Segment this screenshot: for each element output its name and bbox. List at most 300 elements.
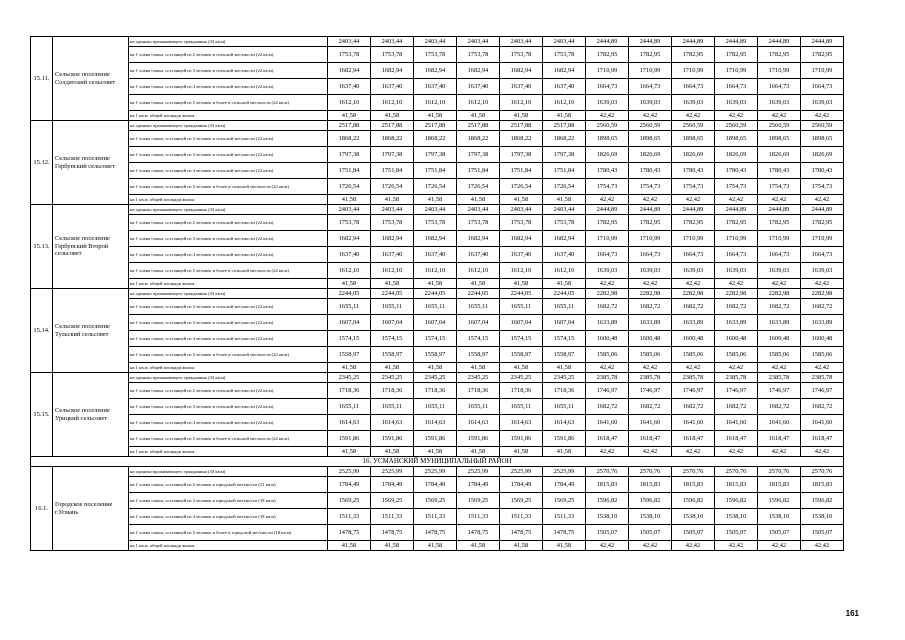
cost-value-cell: 1655,11 bbox=[457, 399, 500, 415]
cost-value-cell: 2517,88 bbox=[371, 121, 414, 131]
cost-value-cell: 1639,03 bbox=[672, 263, 715, 279]
table-row bbox=[31, 467, 844, 477]
row-description: на 1 члена семьи, состоящей из 4 человек в сельской местности (22 кв.м) bbox=[129, 247, 328, 263]
cost-value-cell: 1784,49 bbox=[414, 477, 457, 493]
row-description: на одиноко проживающего гражданина (33 кв.м) bbox=[129, 373, 328, 383]
cost-value-cell: 1655,11 bbox=[543, 399, 586, 415]
cost-value-cell: 41,58 bbox=[457, 447, 500, 457]
row-description: на 1 члена семьи, состоящей из 4 человек в сельской местности (22 кв.м) bbox=[129, 331, 328, 347]
cost-value-cell: 1618,47 bbox=[629, 431, 672, 447]
cost-value-cell: 1641,60 bbox=[715, 415, 758, 431]
cost-value-cell: 1618,47 bbox=[801, 431, 844, 447]
cost-value-cell: 42,42 bbox=[715, 363, 758, 373]
cost-value-cell: 1710,99 bbox=[672, 63, 715, 79]
cost-value-cell: 1538,10 bbox=[715, 509, 758, 525]
settlement-name: Городское поселение г.Усмань bbox=[53, 467, 129, 551]
cost-value-cell: 42,42 bbox=[758, 363, 801, 373]
cost-value-cell: 1637,40 bbox=[500, 79, 543, 95]
cost-value-cell: 1538,10 bbox=[629, 509, 672, 525]
cost-value-cell: 2244,05 bbox=[371, 289, 414, 299]
cost-value-cell: 2403,44 bbox=[500, 37, 543, 47]
cost-value-cell: 1754,73 bbox=[586, 179, 629, 195]
cost-value-cell: 1682,72 bbox=[715, 299, 758, 315]
cost-value-cell: 1637,40 bbox=[371, 247, 414, 263]
cost-value-cell: 2244,05 bbox=[543, 289, 586, 299]
cost-value-cell: 2560,59 bbox=[801, 121, 844, 131]
row-description: на 1 члена семьи, состоящей из 3 человек в городской местности (18 кв.м) bbox=[129, 493, 328, 509]
cost-value-cell: 42,42 bbox=[758, 279, 801, 289]
cost-value-cell: 42,42 bbox=[715, 279, 758, 289]
cost-value-cell: 2444,89 bbox=[715, 205, 758, 215]
cost-value-cell: 41,58 bbox=[500, 447, 543, 457]
cost-value-cell: 2570,76 bbox=[629, 467, 672, 477]
cost-value-cell: 42,42 bbox=[672, 541, 715, 551]
cost-value-cell: 2517,88 bbox=[543, 121, 586, 131]
cost-value-cell: 1596,82 bbox=[672, 493, 715, 509]
cost-value-cell: 1600,48 bbox=[801, 331, 844, 347]
cost-value-cell: 1682,72 bbox=[758, 399, 801, 415]
cost-value-cell: 2525,99 bbox=[500, 467, 543, 477]
cost-value-cell: 1815,83 bbox=[586, 477, 629, 493]
cost-value-cell: 1710,99 bbox=[586, 231, 629, 247]
cost-value-cell: 1664,73 bbox=[715, 247, 758, 263]
table-row bbox=[31, 95, 844, 111]
cost-value-cell: 1784,49 bbox=[500, 477, 543, 493]
cost-value-cell: 1782,95 bbox=[629, 215, 672, 231]
cost-value-cell: 1710,99 bbox=[758, 63, 801, 79]
cost-value-cell: 1826,69 bbox=[629, 147, 672, 163]
cost-value-cell: 1751,84 bbox=[543, 163, 586, 179]
cost-value-cell: 1780,43 bbox=[715, 163, 758, 179]
cost-value-cell: 42,42 bbox=[586, 111, 629, 121]
cost-value-cell: 1633,89 bbox=[672, 315, 715, 331]
cost-value-cell: 1682,94 bbox=[328, 63, 371, 79]
cost-value-cell: 1641,60 bbox=[629, 415, 672, 431]
cost-value-cell: 1655,11 bbox=[457, 299, 500, 315]
cost-value-cell: 1710,99 bbox=[758, 231, 801, 247]
cost-value-cell: 1826,69 bbox=[801, 147, 844, 163]
cost-value-cell: 42,42 bbox=[672, 279, 715, 289]
cost-value-cell: 42,42 bbox=[758, 195, 801, 205]
cost-value-cell: 1751,84 bbox=[328, 163, 371, 179]
table-row bbox=[31, 63, 844, 79]
cost-value-cell: 1718,36 bbox=[543, 383, 586, 399]
cost-value-cell: 1641,60 bbox=[586, 415, 629, 431]
cost-value-cell: 2444,89 bbox=[586, 37, 629, 47]
cost-value-cell: 1868,22 bbox=[371, 131, 414, 147]
cost-value-cell: 1898,65 bbox=[715, 131, 758, 147]
table-row bbox=[31, 279, 844, 289]
cost-value-cell: 2560,59 bbox=[672, 121, 715, 131]
cost-value-cell: 1682,72 bbox=[629, 399, 672, 415]
cost-value-cell: 1753,78 bbox=[414, 215, 457, 231]
cost-value-cell: 41,58 bbox=[371, 279, 414, 289]
cost-value-cell: 1614,63 bbox=[414, 415, 457, 431]
section-number: 15.15. bbox=[31, 373, 53, 457]
cost-value-cell: 1682,72 bbox=[801, 399, 844, 415]
cost-value-cell: 1753,78 bbox=[500, 47, 543, 63]
cost-value-cell: 41,58 bbox=[414, 363, 457, 373]
cost-value-cell: 41,58 bbox=[500, 363, 543, 373]
table-row bbox=[31, 195, 844, 205]
section-number: 15.13. bbox=[31, 205, 53, 289]
cost-value-cell: 2403,44 bbox=[414, 37, 457, 47]
cost-value-cell: 1478,75 bbox=[371, 525, 414, 541]
cost-value-cell: 1612,10 bbox=[457, 263, 500, 279]
cost-value-cell: 1797,38 bbox=[414, 147, 457, 163]
cost-value-cell: 2403,44 bbox=[457, 37, 500, 47]
table-row bbox=[31, 47, 844, 63]
cost-value-cell: 41,58 bbox=[500, 279, 543, 289]
cost-value-cell: 42,42 bbox=[715, 447, 758, 457]
cost-value-cell: 1478,75 bbox=[457, 525, 500, 541]
cost-value-cell: 1585,06 bbox=[629, 347, 672, 363]
settlement-name: Сельское поселение Тульский сельсовет bbox=[53, 289, 129, 373]
cost-value-cell: 2345,25 bbox=[328, 373, 371, 383]
cost-value-cell: 42,42 bbox=[758, 111, 801, 121]
cost-value-cell: 1639,03 bbox=[758, 95, 801, 111]
cost-value-cell: 1797,38 bbox=[371, 147, 414, 163]
cost-value-cell: 1558,97 bbox=[457, 347, 500, 363]
cost-value-cell: 1569,25 bbox=[457, 493, 500, 509]
row-description: на 1 члена семьи, состоящей из 5 человек и более в сельской местности (22 кв.м) bbox=[129, 431, 328, 447]
section-number: 15.12. bbox=[31, 121, 53, 205]
cost-value-cell: 1753,78 bbox=[414, 47, 457, 63]
cost-value-cell: 2517,88 bbox=[457, 121, 500, 131]
cost-value-cell: 1558,97 bbox=[328, 347, 371, 363]
cost-value-cell: 1780,43 bbox=[629, 163, 672, 179]
cost-value-cell: 41,58 bbox=[457, 363, 500, 373]
cost-value-cell: 1751,84 bbox=[457, 163, 500, 179]
cost-value-cell: 42,42 bbox=[672, 111, 715, 121]
cost-value-cell: 1753,78 bbox=[543, 47, 586, 63]
table-row bbox=[31, 111, 844, 121]
cost-value-cell: 1607,04 bbox=[457, 315, 500, 331]
cost-value-cell: 1718,36 bbox=[371, 383, 414, 399]
cost-value-cell: 1596,82 bbox=[586, 493, 629, 509]
cost-value-cell: 1607,04 bbox=[500, 315, 543, 331]
row-description: на одиноко проживающего гражданина (33 кв.м) bbox=[129, 289, 328, 299]
cost-value-cell: 42,42 bbox=[672, 195, 715, 205]
table-row bbox=[31, 289, 844, 299]
cost-value-cell: 1826,69 bbox=[586, 147, 629, 163]
table-row bbox=[31, 315, 844, 331]
cost-value-cell: 1718,36 bbox=[414, 383, 457, 399]
cost-value-cell: 1639,03 bbox=[801, 95, 844, 111]
cost-value-cell: 42,42 bbox=[758, 541, 801, 551]
table-row bbox=[31, 179, 844, 195]
cost-value-cell: 1664,73 bbox=[715, 79, 758, 95]
cost-value-cell: 1637,40 bbox=[457, 79, 500, 95]
cost-value-cell: 2560,59 bbox=[715, 121, 758, 131]
cost-value-cell: 2570,76 bbox=[672, 467, 715, 477]
row-description: на 1 члена семьи, состоящей из 4 человек в городской местности (18 кв.м) bbox=[129, 509, 328, 525]
cost-value-cell: 1746,97 bbox=[801, 383, 844, 399]
cost-value-cell: 1754,73 bbox=[629, 179, 672, 195]
cost-value-cell: 1505,07 bbox=[586, 525, 629, 541]
row-description: на 1 члена семьи, состоящей из 4 человек в сельской местности (22 кв.м) bbox=[129, 415, 328, 431]
cost-value-cell: 1639,03 bbox=[586, 263, 629, 279]
cost-value-cell: 1511,33 bbox=[371, 509, 414, 525]
table-row bbox=[31, 247, 844, 263]
cost-value-cell: 1478,75 bbox=[414, 525, 457, 541]
cost-value-cell: 2345,25 bbox=[414, 373, 457, 383]
cost-value-cell: 1655,11 bbox=[328, 299, 371, 315]
cost-value-cell: 42,42 bbox=[586, 541, 629, 551]
cost-value-cell: 2282,98 bbox=[758, 289, 801, 299]
cost-value-cell: 41,58 bbox=[328, 111, 371, 121]
cost-value-cell: 2444,89 bbox=[629, 205, 672, 215]
cost-value-cell: 1633,89 bbox=[801, 315, 844, 331]
cost-value-cell: 2282,98 bbox=[586, 289, 629, 299]
cost-value-cell: 1664,73 bbox=[801, 79, 844, 95]
cost-value-cell: 1596,82 bbox=[801, 493, 844, 509]
cost-value-cell: 1710,99 bbox=[715, 63, 758, 79]
cost-value-cell: 1585,06 bbox=[801, 347, 844, 363]
cost-value-cell: 1633,89 bbox=[758, 315, 801, 331]
district-heading-row bbox=[31, 457, 844, 467]
cost-value-cell: 42,42 bbox=[629, 363, 672, 373]
table-row bbox=[31, 205, 844, 215]
cost-value-cell: 2403,44 bbox=[371, 37, 414, 47]
row-description: на 1 члена семьи, состоящей из 5 человек и более в сельской местности (22 кв.м) bbox=[129, 263, 328, 279]
cost-value-cell: 1639,03 bbox=[672, 95, 715, 111]
cost-value-cell: 1591,86 bbox=[328, 431, 371, 447]
row-description: на одиноко проживающего гражданина (33 кв.м) bbox=[129, 121, 328, 131]
cost-value-cell: 1754,73 bbox=[758, 179, 801, 195]
row-description: на 1 кв.м. общей площади жилья bbox=[129, 447, 328, 457]
cost-value-cell: 1718,36 bbox=[500, 383, 543, 399]
cost-value-cell: 41,58 bbox=[543, 541, 586, 551]
cost-value-cell: 1614,63 bbox=[328, 415, 371, 431]
cost-value-cell: 1614,63 bbox=[500, 415, 543, 431]
cost-value-cell: 42,42 bbox=[586, 195, 629, 205]
cost-value-cell: 1710,99 bbox=[801, 63, 844, 79]
cost-value-cell: 42,42 bbox=[801, 195, 844, 205]
cost-value-cell: 2282,98 bbox=[801, 289, 844, 299]
table-row bbox=[31, 415, 844, 431]
cost-value-cell: 1574,15 bbox=[457, 331, 500, 347]
cost-value-cell: 2560,59 bbox=[629, 121, 672, 131]
cost-value-cell: 1710,99 bbox=[629, 231, 672, 247]
cost-value-cell: 1751,84 bbox=[371, 163, 414, 179]
cost-value-cell: 1682,94 bbox=[543, 63, 586, 79]
row-description: на 1 члена семьи, состоящей из 2 человек в сельской местности (22 кв.м) bbox=[129, 299, 328, 315]
cost-value-cell: 1718,36 bbox=[457, 383, 500, 399]
cost-value-cell: 1780,43 bbox=[801, 163, 844, 179]
cost-value-cell: 2244,05 bbox=[500, 289, 543, 299]
cost-value-cell: 2282,98 bbox=[672, 289, 715, 299]
cost-value-cell: 1612,10 bbox=[457, 95, 500, 111]
cost-value-cell: 1618,47 bbox=[758, 431, 801, 447]
cost-value-cell: 2525,99 bbox=[457, 467, 500, 477]
cost-value-cell: 41,58 bbox=[371, 541, 414, 551]
row-description: на 1 члена семьи, состоящей из 4 человек в сельской местности (22 кв.м) bbox=[129, 163, 328, 179]
cost-value-cell: 1751,84 bbox=[414, 163, 457, 179]
cost-value-cell: 1637,40 bbox=[328, 247, 371, 263]
cost-value-cell: 1569,25 bbox=[500, 493, 543, 509]
section-number: 16.1. bbox=[31, 467, 53, 551]
cost-value-cell: 2403,44 bbox=[543, 205, 586, 215]
cost-value-cell: 1753,78 bbox=[500, 215, 543, 231]
table-row bbox=[31, 231, 844, 247]
cost-value-cell: 1682,94 bbox=[543, 231, 586, 247]
table-row bbox=[31, 477, 844, 493]
row-description: на одиноко проживающего гражданина (33 кв.м) bbox=[129, 205, 328, 215]
cost-value-cell: 1682,94 bbox=[457, 63, 500, 79]
table-row bbox=[31, 493, 844, 509]
table-row bbox=[31, 383, 844, 399]
cost-value-cell: 41,58 bbox=[543, 195, 586, 205]
cost-value-cell: 1569,25 bbox=[328, 493, 371, 509]
table-row bbox=[31, 121, 844, 131]
settlement-name: Сельское поселение Гербунский Второй сельсовет bbox=[53, 205, 129, 289]
cost-value-cell: 1784,49 bbox=[371, 477, 414, 493]
table-row bbox=[31, 399, 844, 415]
cost-value-cell: 1682,72 bbox=[715, 399, 758, 415]
cost-value-cell: 2444,89 bbox=[672, 37, 715, 47]
cost-value-cell: 1600,48 bbox=[629, 331, 672, 347]
cost-value-cell: 1612,10 bbox=[371, 95, 414, 111]
cost-value-cell: 1898,65 bbox=[672, 131, 715, 147]
cost-value-cell: 1782,95 bbox=[758, 215, 801, 231]
row-description: на 1 члена семьи, состоящей из 2 человек в сельской местности (22 кв.м) bbox=[129, 383, 328, 399]
cost-value-cell: 1639,03 bbox=[586, 95, 629, 111]
cost-value-cell: 2525,99 bbox=[414, 467, 457, 477]
table-row bbox=[31, 79, 844, 95]
row-description: на 1 члена семьи, состоящей из 5 человек и более в сельской местности (22 кв.м) bbox=[129, 95, 328, 111]
cost-value-cell: 41,58 bbox=[371, 447, 414, 457]
cost-value-cell: 1682,72 bbox=[672, 299, 715, 315]
cost-value-cell: 1612,10 bbox=[328, 263, 371, 279]
cost-value-cell: 41,58 bbox=[371, 111, 414, 121]
cost-value-cell: 1558,97 bbox=[371, 347, 414, 363]
cost-value-cell: 1782,95 bbox=[801, 215, 844, 231]
cost-value-cell: 1614,63 bbox=[371, 415, 414, 431]
table-row bbox=[31, 347, 844, 363]
cost-value-cell: 1753,78 bbox=[457, 47, 500, 63]
cost-value-cell: 41,58 bbox=[457, 541, 500, 551]
cost-value-cell: 1612,10 bbox=[500, 263, 543, 279]
cost-value-cell: 1596,82 bbox=[715, 493, 758, 509]
cost-value-cell: 2517,88 bbox=[328, 121, 371, 131]
cost-value-cell: 1868,22 bbox=[543, 131, 586, 147]
settlement-name: Сельское поселение Гербунский сельсовет bbox=[53, 121, 129, 205]
cost-value-cell: 2385,78 bbox=[715, 373, 758, 383]
cost-value-cell: 2244,05 bbox=[414, 289, 457, 299]
cost-value-cell: 1478,75 bbox=[500, 525, 543, 541]
data-table-container bbox=[30, 36, 843, 551]
cost-value-cell: 1682,94 bbox=[414, 231, 457, 247]
cost-value-cell: 2385,78 bbox=[801, 373, 844, 383]
cost-value-cell: 1782,95 bbox=[715, 47, 758, 63]
cost-value-cell: 1710,99 bbox=[586, 63, 629, 79]
cost-value-cell: 1797,38 bbox=[500, 147, 543, 163]
section-number: 15.11. bbox=[31, 37, 53, 121]
row-description: на 1 члена семьи, состоящей из 5 человек и более в сельской местности (22 кв.м) bbox=[129, 179, 328, 195]
cost-value-cell: 2525,99 bbox=[543, 467, 586, 477]
cost-value-cell: 1682,94 bbox=[500, 231, 543, 247]
cost-value-cell: 1637,40 bbox=[457, 247, 500, 263]
cost-value-cell: 1815,83 bbox=[672, 477, 715, 493]
cost-value-cell: 1664,73 bbox=[672, 247, 715, 263]
cost-value-cell: 1639,03 bbox=[629, 263, 672, 279]
cost-value-cell: 1710,99 bbox=[629, 63, 672, 79]
cost-value-cell: 1780,43 bbox=[672, 163, 715, 179]
row-description: на 1 члена семьи, состоящей из 3 человек в сельской местности (22 кв.м) bbox=[129, 231, 328, 247]
cost-value-cell: 2570,76 bbox=[715, 467, 758, 477]
cost-value-cell: 1682,72 bbox=[801, 299, 844, 315]
cost-value-cell: 1898,65 bbox=[801, 131, 844, 147]
cost-value-cell: 1782,95 bbox=[672, 47, 715, 63]
cost-value-cell: 1600,48 bbox=[586, 331, 629, 347]
cost-value-cell: 1782,95 bbox=[801, 47, 844, 63]
cost-value-cell: 1664,73 bbox=[586, 247, 629, 263]
table-row bbox=[31, 263, 844, 279]
cost-value-cell: 1596,82 bbox=[629, 493, 672, 509]
cost-value-cell: 1655,11 bbox=[414, 399, 457, 415]
table-row bbox=[31, 37, 844, 47]
cost-value-cell: 1600,48 bbox=[758, 331, 801, 347]
cost-value-cell: 1655,11 bbox=[414, 299, 457, 315]
cost-value-cell: 1780,43 bbox=[758, 163, 801, 179]
cost-value-cell: 1538,10 bbox=[586, 509, 629, 525]
cost-value-cell: 41,58 bbox=[457, 279, 500, 289]
cost-value-cell: 42,42 bbox=[586, 363, 629, 373]
cost-value-cell: 1591,86 bbox=[414, 431, 457, 447]
cost-value-cell: 1753,78 bbox=[371, 215, 414, 231]
cost-value-cell: 42,42 bbox=[586, 279, 629, 289]
cost-value-cell: 1664,73 bbox=[629, 247, 672, 263]
cost-value-cell: 1639,03 bbox=[758, 263, 801, 279]
cost-value-cell: 1569,25 bbox=[371, 493, 414, 509]
cost-value-cell: 1591,86 bbox=[500, 431, 543, 447]
table-row bbox=[31, 299, 844, 315]
cost-value-cell: 1612,10 bbox=[328, 95, 371, 111]
cost-value-cell: 42,42 bbox=[672, 363, 715, 373]
cost-value-cell: 1797,38 bbox=[543, 147, 586, 163]
row-description: на 1 члена семьи, состоящей из 5 человек и более в городской местности (18 кв.м) bbox=[129, 525, 328, 541]
cost-value-cell: 41,58 bbox=[371, 195, 414, 205]
cost-value-cell: 1754,73 bbox=[801, 179, 844, 195]
cost-value-cell: 1612,10 bbox=[543, 95, 586, 111]
cost-value-cell: 41,58 bbox=[500, 111, 543, 121]
cost-value-cell: 1639,03 bbox=[629, 95, 672, 111]
cost-value-cell: 1898,65 bbox=[758, 131, 801, 147]
table-row bbox=[31, 331, 844, 347]
cost-value-cell: 1782,95 bbox=[672, 215, 715, 231]
cost-value-cell: 1726,54 bbox=[328, 179, 371, 195]
cost-value-cell: 42,42 bbox=[629, 111, 672, 121]
cost-value-cell: 1718,36 bbox=[328, 383, 371, 399]
cost-value-cell: 2525,99 bbox=[328, 467, 371, 477]
cost-value-cell: 2570,76 bbox=[586, 467, 629, 477]
cost-value-cell: 1585,06 bbox=[672, 347, 715, 363]
cost-value-cell: 1726,54 bbox=[543, 179, 586, 195]
cost-value-cell: 1614,63 bbox=[457, 415, 500, 431]
cost-value-cell: 1782,95 bbox=[715, 215, 758, 231]
cost-value-cell: 42,42 bbox=[629, 541, 672, 551]
cost-value-cell: 1618,47 bbox=[715, 431, 758, 447]
cost-value-cell: 1682,72 bbox=[586, 299, 629, 315]
cost-value-cell: 1664,73 bbox=[758, 79, 801, 95]
cost-value-cell: 41,58 bbox=[328, 279, 371, 289]
cost-value-cell: 1538,10 bbox=[672, 509, 715, 525]
cost-value-cell: 1868,22 bbox=[414, 131, 457, 147]
cost-value-cell: 41,58 bbox=[328, 541, 371, 551]
cost-value-cell: 42,42 bbox=[629, 279, 672, 289]
cost-value-cell: 1591,86 bbox=[457, 431, 500, 447]
